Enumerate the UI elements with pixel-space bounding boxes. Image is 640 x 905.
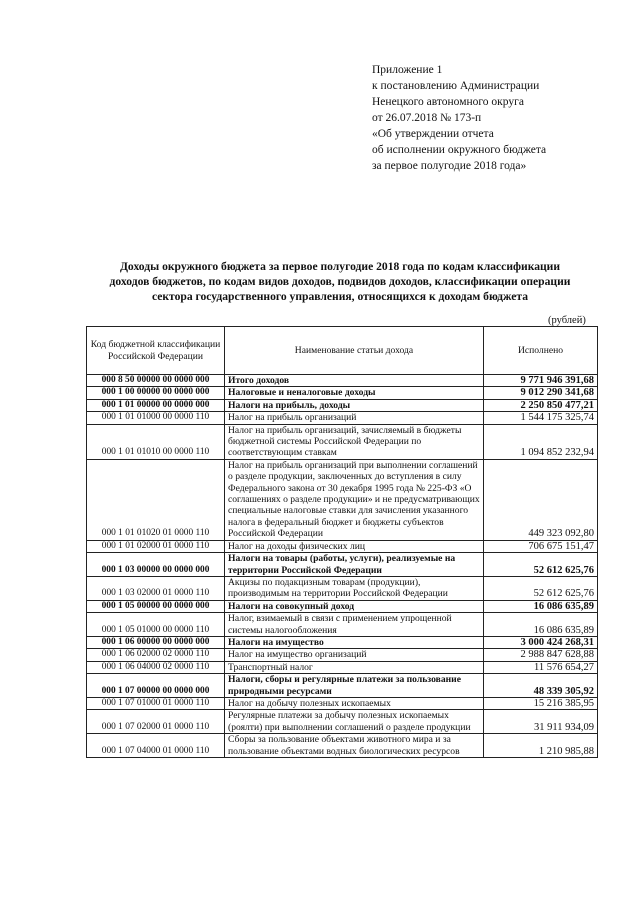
value-cell: 2 250 850 477,21 [484, 399, 598, 411]
appendix-line: Ненецкого автономного округа [372, 96, 524, 108]
table-row [87, 697, 598, 709]
code-cell: 000 1 00 00000 00 0000 000 [87, 387, 225, 399]
value-cell: 1 210 985,88 [484, 734, 598, 758]
table-row [87, 613, 598, 637]
name-cell: Налог на доходы физических лиц [225, 540, 484, 552]
value-cell: 16 086 635,89 [484, 600, 598, 612]
appendix-line: от 26.07.2018 № 173-п [372, 112, 482, 124]
name-cell: Транспортный налог [225, 661, 484, 673]
name-cell: Сборы за пользование объектами животного мира и за пользование объектами водных биологических ресурсов [225, 734, 484, 758]
value-cell: 3 000 424 268,31 [484, 636, 598, 648]
appendix-line: об исполнении окружного бюджета [372, 144, 547, 156]
header-value: Исполнено [484, 327, 598, 375]
document-title [70, 259, 610, 304]
code-cell: 000 1 03 00000 00 0000 000 [87, 553, 225, 577]
code-cell: 000 1 06 02000 02 0000 110 [87, 649, 225, 661]
code-cell: 000 1 01 00000 00 0000 000 [87, 399, 225, 411]
code-cell: 000 1 07 02000 01 0000 110 [87, 710, 225, 734]
name-cell: Регулярные платежи за добычу полезных ископаемых (роялти) при выполнении соглашений о разделе продукции [225, 710, 484, 734]
code-cell: 000 1 05 01000 00 0000 110 [87, 613, 225, 637]
name-cell: Налоги на имущество [225, 636, 484, 648]
title-line: Доходы окружного бюджета за первое полугодие 2018 года по кодам классификации [119, 260, 561, 273]
value-cell: 31 911 934,09 [484, 710, 598, 734]
table-row [87, 387, 598, 399]
value-cell: 449 323 092,80 [484, 459, 598, 540]
header-name: Наименование статьи дохода [225, 327, 484, 375]
value-cell: 48 339 305,92 [484, 674, 598, 698]
name-cell: Налог на добычу полезных ископаемых [225, 697, 484, 709]
header-code: Код бюджетной классификации Российской Федерации [87, 327, 225, 375]
table-row [87, 636, 598, 648]
title-line: доходов бюджетов, по кодам видов доходов, подвидов доходов, классификации операции [109, 275, 571, 288]
table-row [87, 674, 598, 698]
revenue-table [86, 326, 598, 758]
title-line: сектора государственного управления, относящихся к доходам бюджета [151, 290, 529, 303]
table-row [87, 710, 598, 734]
table-row [87, 424, 598, 459]
code-cell: 000 1 01 01010 00 0000 110 [87, 424, 225, 459]
table-row [87, 553, 598, 577]
value-cell: 2 988 847 628,88 [484, 649, 598, 661]
value-cell: 11 576 654,27 [484, 661, 598, 673]
table-row [87, 412, 598, 424]
appendix-block [372, 62, 622, 174]
code-cell: 000 1 01 02000 01 0000 110 [87, 540, 225, 552]
name-cell: Налог на прибыль организаций, зачисляемый в бюджеты бюджетной системы Российской Федерации по соответствующим ставкам [225, 424, 484, 459]
code-cell: 000 1 01 01020 01 0000 110 [87, 459, 225, 540]
code-cell: 000 1 07 01000 01 0000 110 [87, 697, 225, 709]
name-cell: Налог, взимаемый в связи с применением упрощенной системы налогообложения [225, 613, 484, 637]
appendix-line: Приложение 1 [372, 64, 443, 76]
units-label: (рублей) [548, 315, 586, 326]
table-row [87, 600, 598, 612]
code-cell: 000 1 06 00000 00 0000 000 [87, 636, 225, 648]
table-row [87, 576, 598, 600]
appendix-line: к постановлению Администрации [372, 80, 540, 92]
name-cell: Налог на прибыль организаций при выполнении соглашений о разделе продукции, заключенных до вступления в силу Федерального закона от 30 декабря 1995 года № 225-ФЗ «О соглашениях о разделе продукции» и не предусматривающих специальные налоговые ставки для зачисления указанного налога в федеральный бюджет и бюджеты субъектов Российской Федерации [225, 459, 484, 540]
table-row [87, 375, 598, 387]
table-row [87, 399, 598, 411]
code-cell: 000 1 07 00000 00 0000 000 [87, 674, 225, 698]
name-cell: Налог на прибыль организаций [225, 412, 484, 424]
table-row [87, 661, 598, 673]
code-cell: 000 1 01 01000 00 0000 110 [87, 412, 225, 424]
name-cell: Налоги, сборы и регулярные платежи за пользование природными ресурсами [225, 674, 484, 698]
name-cell: Налог на имущество организаций [225, 649, 484, 661]
value-cell: 52 612 625,76 [484, 553, 598, 577]
name-cell: Акцизы по подакцизным товарам (продукции), производимым на территории Российской Федерации [225, 576, 484, 600]
table-row [87, 734, 598, 758]
table-row [87, 459, 598, 540]
value-cell: 9 771 946 391,68 [484, 375, 598, 387]
name-cell: Итого доходов [225, 375, 484, 387]
value-cell: 1 094 852 232,94 [484, 424, 598, 459]
code-cell: 000 8 50 00000 00 0000 000 [87, 375, 225, 387]
code-cell: 000 1 07 04000 01 0000 110 [87, 734, 225, 758]
name-cell: Налоги на прибыль, доходы [225, 399, 484, 411]
appendix-line: за первое полугодие 2018 года» [372, 160, 527, 172]
table-row [87, 649, 598, 661]
value-cell: 15 216 385,95 [484, 697, 598, 709]
value-cell: 52 612 625,76 [484, 576, 598, 600]
table-body [87, 375, 598, 758]
value-cell: 1 544 175 325,74 [484, 412, 598, 424]
code-cell: 000 1 05 00000 00 0000 000 [87, 600, 225, 612]
code-cell: 000 1 06 04000 02 0000 110 [87, 661, 225, 673]
code-cell: 000 1 03 02000 01 0000 110 [87, 576, 225, 600]
value-cell: 9 012 290 341,68 [484, 387, 598, 399]
name-cell: Налоги на товары (работы, услуги), реализуемые на территории Российской Федерации [225, 553, 484, 577]
name-cell: Налоговые и неналоговые доходы [225, 387, 484, 399]
table-header-row [87, 327, 598, 375]
value-cell: 706 675 151,47 [484, 540, 598, 552]
appendix-line: «Об утверждении отчета [372, 128, 494, 140]
name-cell: Налоги на совокупный доход [225, 600, 484, 612]
value-cell: 16 086 635,89 [484, 613, 598, 637]
table-row [87, 540, 598, 552]
